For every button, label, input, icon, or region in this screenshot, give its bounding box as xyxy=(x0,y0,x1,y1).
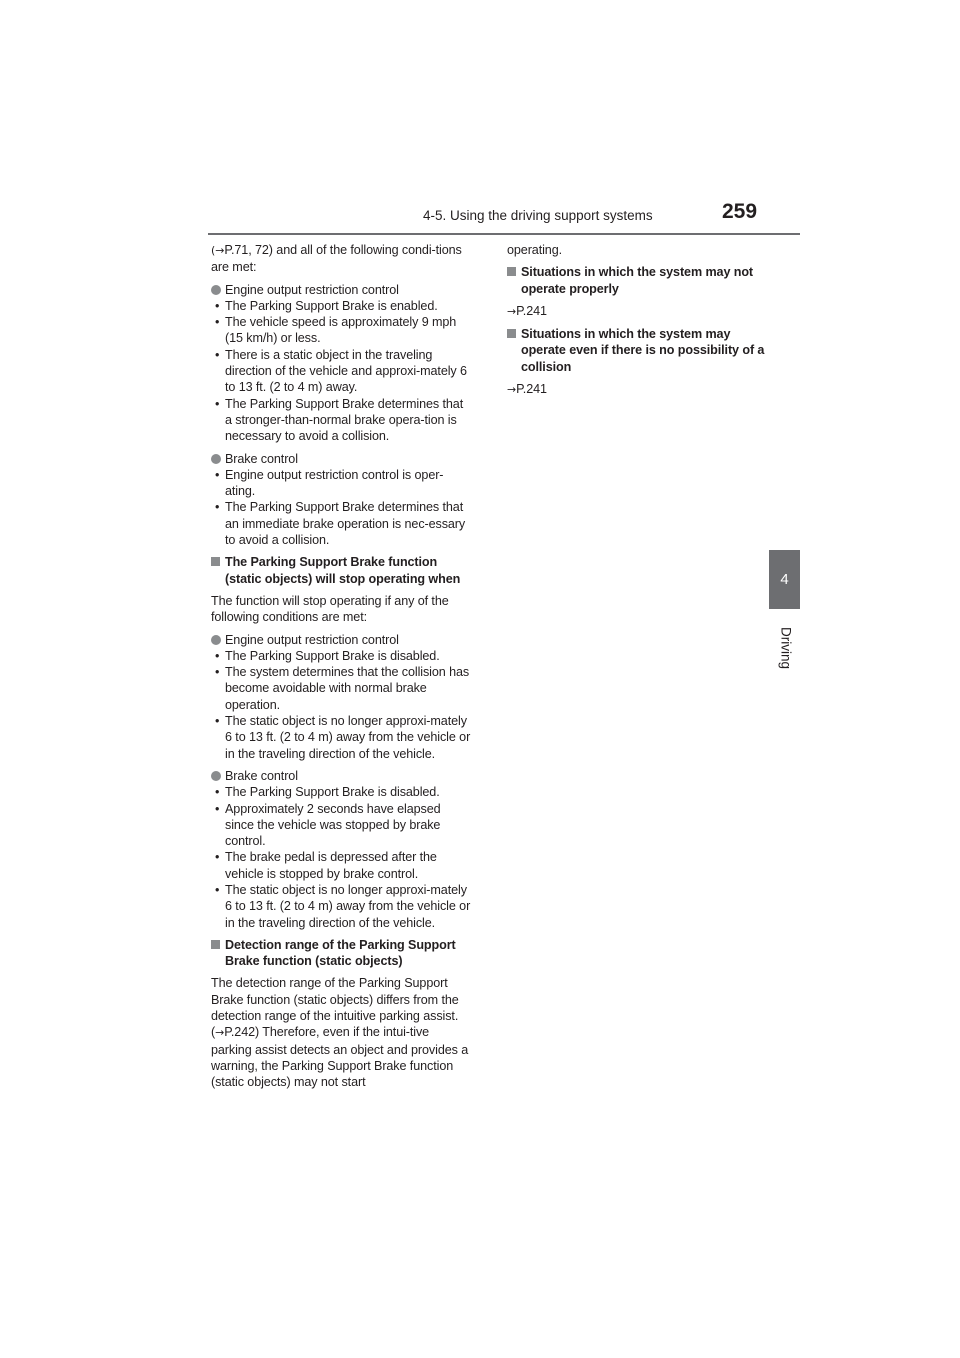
list-item: • The system determines that the collision has become avoidable with normal brake operation. xyxy=(215,665,470,712)
bullet-dot-icon xyxy=(211,454,221,464)
section-heading: Detection range of the Parking Support Brake function (static objects) xyxy=(211,937,471,970)
list-item: • The Parking Support Brake determines that a stronger-than-normal brake opera-tion is necessary to avoid a collision. xyxy=(215,396,464,444)
bullet-heading: Engine output restriction control xyxy=(211,632,471,648)
square-bullet-icon xyxy=(211,940,220,949)
page-number: 259 xyxy=(722,200,758,223)
reference-arrow: (→ xyxy=(211,244,225,257)
bullet-dot-icon xyxy=(211,635,221,645)
chapter-number: 4 xyxy=(780,571,789,588)
header-divider xyxy=(208,233,800,235)
list-item: • The vehicle speed is approximately 9 mph (15 km/h) or less. xyxy=(215,315,457,346)
reference-arrow: → xyxy=(215,1026,225,1040)
bullet-dot-icon xyxy=(211,285,221,295)
body-paragraph: The detection range of the Parking Support Brake function (static objects) differs from the detection range of the intuitive parking assist. (→P.242) Therefore, even if the intui-tive parking assist detects an object and provides a warning, the Parking Support Brake function (static objects) may not start xyxy=(211,976,469,1090)
list-item: • There is a static object in the traveling direction of the vehicle and approxi-mately 6 to 13 ft. (2 to 4 m) away. xyxy=(215,347,467,395)
section-title: 4-5. Using the driving support systems xyxy=(423,208,653,223)
list-item: • The static object is no longer approxi-mately 6 to 13 ft. (2 to 4 m) away from the vehicle or in the traveling direction of the vehicle. xyxy=(215,882,471,930)
list-item: • Engine output restriction control is oper-ating. xyxy=(215,467,444,499)
list-item: • The brake pedal is depressed after the vehicle is stopped by brake control. xyxy=(215,850,437,881)
section-heading: The Parking Support Brake function (static objects) will stop operating when xyxy=(211,554,471,587)
intro-paragraph: (→P.71, 72) and all of the following condi-tions are met: xyxy=(211,243,462,275)
reference-arrow: → xyxy=(507,304,517,318)
section-heading: Situations in which the system may not operate properly xyxy=(507,264,767,297)
page-reference[interactable]: →P.241 xyxy=(507,382,547,397)
chapter-label: Driving xyxy=(778,626,794,670)
bullet-block xyxy=(211,282,471,445)
right-column xyxy=(507,242,767,398)
chapter-tab[interactable] xyxy=(769,550,800,609)
body-paragraph: operating. xyxy=(507,243,563,257)
list-item: • The Parking Support Brake is enabled. xyxy=(215,298,438,313)
bullet-heading: Engine output restriction control xyxy=(211,282,471,298)
bullet-block xyxy=(211,451,471,549)
square-bullet-icon xyxy=(211,557,220,566)
left-column xyxy=(211,242,471,1091)
bullet-dot-icon xyxy=(211,771,221,781)
list-item: • The Parking Support Brake determines that an immediate brake operation is nec-essary to avoid a collision. xyxy=(215,500,466,548)
section-heading: Situations in which the system may operate even if there is no possibility of a collision xyxy=(507,326,767,375)
body-paragraph: The function will stop operating if any of the following conditions are met: xyxy=(211,593,449,625)
list-item: • The Parking Support Brake is disabled. xyxy=(215,785,440,800)
list-item: • The static object is no longer approxi-mately 6 to 13 ft. (2 to 4 m) away from the vehicle or in the traveling direction of the vehicle. xyxy=(215,714,471,761)
page-reference[interactable]: →P.241 xyxy=(507,303,547,318)
square-bullet-icon xyxy=(507,329,516,338)
list-item: • Approximately 2 seconds have elapsed since the vehicle was stopped by brake control. xyxy=(215,801,441,849)
bullet-block xyxy=(211,768,471,931)
bullet-heading: Brake control xyxy=(211,768,471,784)
reference-arrow: → xyxy=(507,383,517,397)
bullet-block xyxy=(211,632,471,762)
list-item: • The Parking Support Brake is disabled. xyxy=(215,648,440,663)
square-bullet-icon xyxy=(507,267,516,276)
bullet-heading: Brake control xyxy=(211,451,471,467)
